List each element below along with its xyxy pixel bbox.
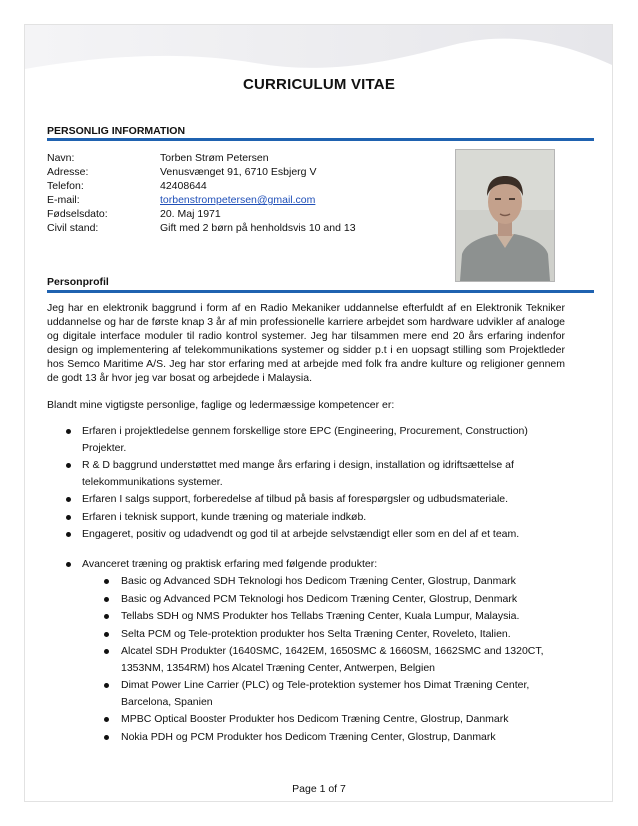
- list-item: MPBC Optical Booster Produkter hos Dedicom Træning Centre, Glostrup, Danmark: [104, 711, 544, 728]
- info-label: Civil stand:: [47, 222, 99, 234]
- info-row-phone: [47, 179, 356, 193]
- list-item: Avanceret træning og praktisk erfaring med følgende produkter:: [66, 556, 566, 573]
- info-row-name: [47, 151, 356, 165]
- section-rule: [47, 138, 594, 141]
- list-item: Tellabs SDH og NMS Produkter hos Tellabs Træning Center, Kuala Lumpur, Malaysia.: [104, 608, 544, 625]
- info-row-birthdate: [47, 207, 356, 221]
- info-value: 20. Maj 1971: [160, 208, 221, 220]
- info-row-civil-status: [47, 221, 356, 235]
- list-item: Basic og Advanced PCM Teknologi hos Dedicom Træning Center, Glostrup, Denmark: [104, 591, 544, 608]
- list-item: Erfaren i projektledelse gennem forskellige store EPC (Engineering, Procurement, Construction) Projekter.: [66, 423, 566, 456]
- list-item: Basic og Advanced SDH Teknologi hos Dedicom Træning Center, Glostrup, Danmark: [104, 573, 544, 590]
- info-label: E-mail:: [47, 194, 80, 206]
- portrait-photo: [455, 149, 555, 282]
- list-item: Nokia PDH og PCM Produkter hos Dedicom Træning Center, Glostrup, Danmark: [104, 729, 544, 746]
- list-item: Erfaren I salgs support, forberedelse af tilbud på basis af forespørgsler og udbudsmateriale.: [66, 491, 566, 508]
- info-row-address: [47, 165, 356, 179]
- training-intro-list: [66, 556, 566, 573]
- list-item: R & D baggrund understøttet med mange års erfaring i design, installation og idriftsættelse af telekommunikations systemer.: [66, 457, 566, 490]
- info-label: Fødselsdato:: [47, 208, 108, 220]
- info-row-email: [47, 193, 356, 207]
- info-value: Torben Strøm Petersen: [160, 152, 269, 164]
- list-item: Dimat Power Line Carrier (PLC) og Tele-protektion systemer hos Dimat Træning Center, Barcelona, Spanien: [104, 677, 544, 710]
- page-number: Page 1 of 7: [292, 783, 346, 795]
- info-value: 42408644: [160, 180, 207, 192]
- list-item: Selta PCM og Tele-protektion produkter hos Selta Træning Center, Roveleto, Italien.: [104, 626, 544, 643]
- portrait-photo-icon: [456, 150, 554, 281]
- info-label: Telefon:: [47, 180, 84, 192]
- profile-paragraph: Jeg har en elektronik baggrund i form af en Radio Mekaniker uddannelse efterfuldt af en Elektronik Tekniker uddannelse og har de første knap 3 år af min professionelle karriere arbejdet som hardware udvikler af analoge og digitale interface moduler til radio kontrol systemer. Jeg har tilsammen mere end 20 års erfaring indenfor design og implementering af telekommunikations systemer og sidder p.t i en uopsagt stilling som Projektleder hos Semco Maritime A/S. Jeg har stor erfaring med at arbejde med folk fra andre kulture og religioner gennem de godt 13 år hvor jeg var bosat og arbejdede i Malaysia.: [47, 302, 565, 384]
- training-list: [104, 573, 544, 746]
- list-item: Engageret, positiv og udadvendt og god til at arbejde selvstændigt eller som en del af et team.: [66, 526, 566, 543]
- section-rule: [47, 290, 594, 293]
- competences-list: [66, 423, 566, 544]
- info-value: Venusvænget 91, 6710 Esbjerg V: [160, 166, 317, 178]
- info-label: Adresse:: [47, 166, 89, 178]
- email-link[interactable]: torbenstrompetersen@gmail.com: [160, 194, 316, 206]
- personal-info-heading: PERSONLIG INFORMATION: [47, 125, 186, 137]
- personal-info-table: [47, 151, 356, 235]
- info-label: Navn:: [47, 152, 75, 164]
- profile-heading: Personprofil: [47, 276, 109, 288]
- competences-intro: Blandt mine vigtigste personlige, faglige og ledermæssige kompetencer er:: [47, 399, 395, 411]
- list-item: Alcatel SDH Produkter (1640SMC, 1642EM, 1650SMC & 1660SM, 1662SMC and 1320CT, 1353NM, 1354RM) hos Alcatel Træning Center, Antwerpen, Belgien: [104, 643, 544, 676]
- list-item: Erfaren i teknisk support, kunde træning og materiale indkøb.: [66, 509, 566, 526]
- info-value: Gift med 2 børn på henholdsvis 10 and 13: [160, 222, 356, 234]
- document-title: CURRICULUM VITAE: [242, 76, 396, 93]
